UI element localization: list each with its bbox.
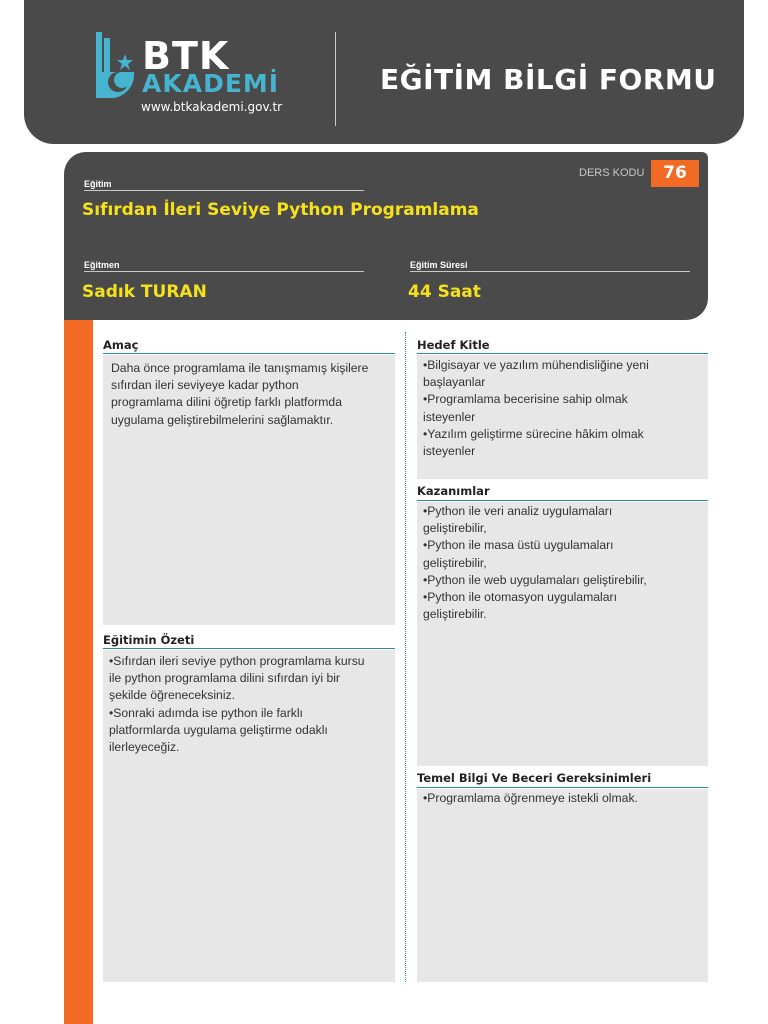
section-text-temel [423,790,638,807]
page-header [24,0,744,144]
text-line: şekilde öğreneceksiniz. [109,688,236,703]
text-line: •Python ile otomasyon uygulamaları [423,590,617,605]
text-line: ilerleyeceğiz. [109,740,180,755]
duration-underline [410,271,690,272]
text-line: başlayanlar [423,375,486,390]
column-divider [405,332,406,982]
education-label: Eğitim [84,179,112,189]
website-url[interactable]: www.btkakademi.gov.tr [141,100,283,114]
section-box-temel [417,789,708,982]
text-line: programlama dilini öğretip farklı platformda [111,395,342,410]
header-divider [335,32,336,126]
text-line: •Bilgisayar ve yazılım mühendisliğine yeni [423,358,649,372]
text-line: ile python programlama dilini sıfırdan iyi bir [109,671,340,686]
text-line: •Programlama becerisine sahip olmak [423,392,628,407]
text-line: •Python ile web uygulamaları geliştirebilir, [423,572,647,587]
section-text-kazanim [423,503,647,623]
text-line: sıfırdan ileri seviyeye kadar python [111,378,299,393]
btk-logo-icon [96,32,136,98]
logo-btk-text: BTK [142,34,230,78]
text-line: uygulama geliştirebilmelerini sağlamaktır. [111,412,334,427]
education-value: Sıfırdan İleri Seviye Python Programlama [82,200,479,220]
instructor-underline [84,271,364,272]
orange-side-strip [64,320,93,1024]
instructor-label: Eğitmen [84,260,120,270]
section-rule-temel [417,787,708,788]
text-line: •Sıfırdan ileri seviye python programlama kursu [109,654,365,668]
section-title-ozet: Eğitimin Özeti [103,633,195,647]
text-line: •Programlama öğrenmeye istekli olmak. [423,791,638,805]
section-title-hedef: Hedef Kitle [417,338,490,352]
text-line: platformlarda uygulama geliştirme odaklı [109,722,328,737]
text-line: isteyenler [423,409,476,424]
duration-value: 44 Saat [408,282,481,302]
section-text-amac [111,360,368,429]
text-line: Daha önce programlama ile tanışmamış kişilere [111,361,369,375]
section-text-hedef [423,357,649,460]
text-line: isteyenler [423,444,476,459]
logo-akademi-text: AKADEMİ [142,69,280,98]
education-underline [84,190,364,191]
duration-label: Eğitim Süresi [410,260,468,270]
course-code-badge: 76 [651,160,699,187]
section-rule-hedef [417,353,708,354]
text-line: •Python ile masa üstü uygulamaları [423,538,614,553]
section-title-amac: Amaç [103,338,139,352]
text-line: •Python ile veri analiz uygulamaları [423,504,613,518]
section-rule-kazanim [417,500,708,501]
text-line: geliştirebilir, [423,521,487,536]
section-title-temel: Temel Bilgi Ve Beceri Gereksinimleri [417,771,652,785]
instructor-value: Sadık TURAN [82,282,207,302]
section-text-ozet [109,653,365,756]
section-rule-amac [103,353,395,354]
text-line: geliştirebilir. [423,607,487,622]
text-line: geliştirebilir, [423,555,487,570]
section-rule-ozet [103,648,395,649]
course-code-label: DERS KODU [579,167,645,179]
text-line: •Sonraki adımda ise python ile farklı [109,705,303,720]
text-line: •Yazılım geliştirme sürecine hâkim olmak [423,426,644,441]
section-title-kazanim: Kazanımlar [417,484,490,498]
form-title: EĞİTİM BİLGİ FORMU [380,63,717,96]
